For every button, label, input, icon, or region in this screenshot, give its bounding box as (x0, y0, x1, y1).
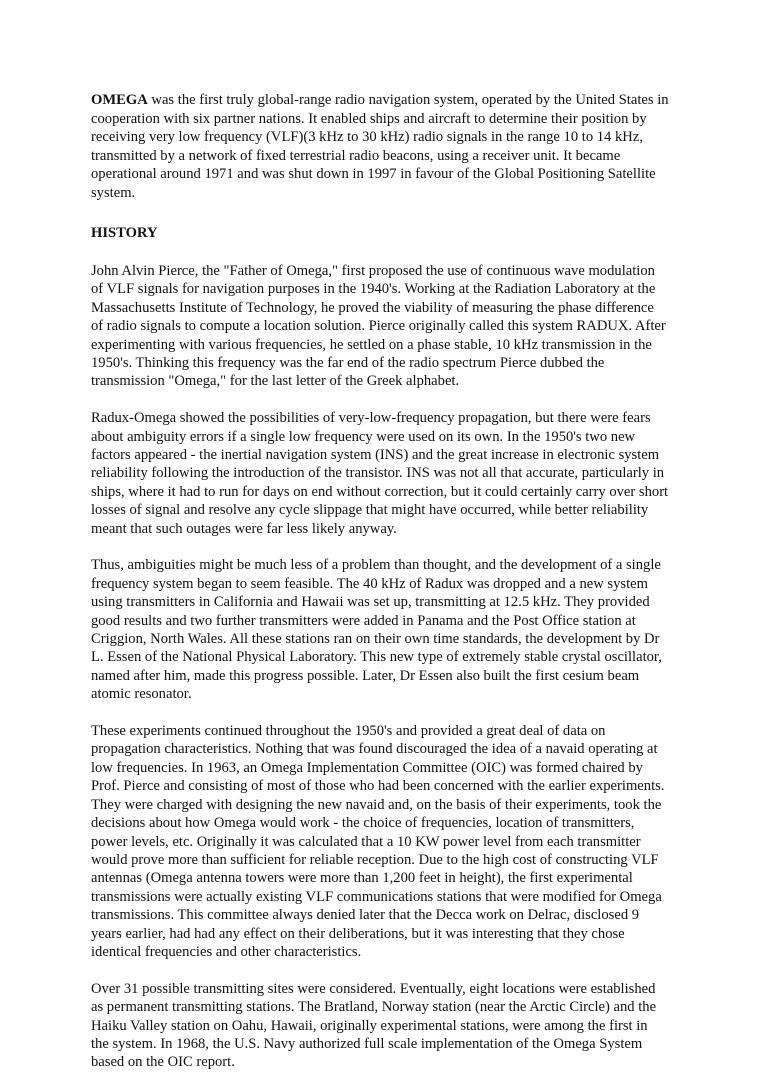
history-paragraph-4: These experiments continued throughout the 1950's and provided a great deal of data on propagation characteristics. Nothing that was found discouraged the idea of a navaid operating at low frequencies. In 1963, an Omega Implementation Committee (OIC) was formed chaired by Prof. Pierce and consisting of most of those who had been concerned with the earlier experiments. They were charged with designing the new navaid and, on the basis of their experiments, took the decisions about how Omega would work - the choice of frequencies, location of transmitters, power levels, etc. Originally it was calculated that a 10 KW power level from each transmitter would prove more than sufficient for reliable reception. Due to the high cost of constructing VLF antennas (Omega antenna towers were more than 1,200 feet in height), the first experimental transmissions were actually existing VLF communications stations that were modified for Omega transmissions. This committee always denied later that the Decca work on Delrac, disclosed 9 years earlier, had had any effect on their deliberations, but it was interesting that they chose identical frequencies and other characteristics. (91, 723, 665, 960)
intro-text: was the first truly global-range radio navigation system, operated by the United States in cooperation with six partner nations. It enabled ships and aircraft to determine their position by receiving very low frequency (VLF)(3 kHz to 30 kHz) radio signals in the range 10 to 14 kHz, transmitted by a network of fixed terrestrial radio beacons, using a receiver unit. It became operational around 1971 and was shut down in 1997 in favour of the Global Positioning Satellite system. (91, 92, 669, 201)
history-paragraph-5: Over 31 possible transmitting sites were considered. Eventually, eight locations were established as permanent transmitting stations. The Bratland, Norway station (near the Arctic Circle) and the Haiku Valley station on Oahu, Hawaii, originally experimental stations, were among the first in the system. In 1968, the U.S. Navy authorized full scale implementation of the Omega System based on the OIC report. (91, 980, 657, 1071)
history-paragraph-2: Radux-Omega showed the possibilities of very-low-frequency propagation, but there were fears about ambiguity errors if a single low frequency were used on its own. In the 1950's two new factors appeared - the inertial navigation system (INS) and the great increase in electronic system reliability following the introduction of the transistor. INS was not all that accurate, particularly in ships, where it had to run for days on end without correction, but it could certainly carry over short losses of signal and resolve any cycle slippage that might have occurred, while better reliability meant that such outages were far less likely anyway. (91, 410, 669, 537)
history-paragraph-3: Thus, ambiguities might be much less of a problem than thought, and the development of a single frequency system began to seem feasible. The 40 kHz of Radux was dropped and a new system using transmitters in California and Hawaii was set up, transmitting at 12.5 kHz. They provided good results and two further transmitters were added in Panama and the Post Office station at Criggion, North Wales. All these stations ran on their own time standards, the development by Dr L. Essen of the National Physical Laboratory. This new type of extremely stable crystal oscillator, named after him, made this progress possible. Later, Dr Essen also built the first cesium beam atomic resonator. (91, 557, 662, 703)
document-page (91, 91, 669, 1072)
intro-lead-term: OMEGA (91, 92, 148, 108)
intro-paragraph (91, 91, 669, 203)
section-heading-history: HISTORY (91, 224, 158, 241)
history-paragraph-1: John Alvin Pierce, the "Father of Omega," first proposed the use of continuous wave modulation of VLF signals for navigation purposes in the 1940's. Working at the Radiation Laboratory at the Massachusetts Institute of Technology, he proved the viability of measuring the phase difference of radio signals to compute a location solution. Pierce originally called this system RADUX. After experimenting with various frequencies, he settled on a phase stable, 10 kHz transmission in the 1950's. Thinking this frequency was the far end of the radio spectrum Pierce dubbed the transmission "Omega," for the last letter of the Greek alphabet. (91, 262, 666, 390)
